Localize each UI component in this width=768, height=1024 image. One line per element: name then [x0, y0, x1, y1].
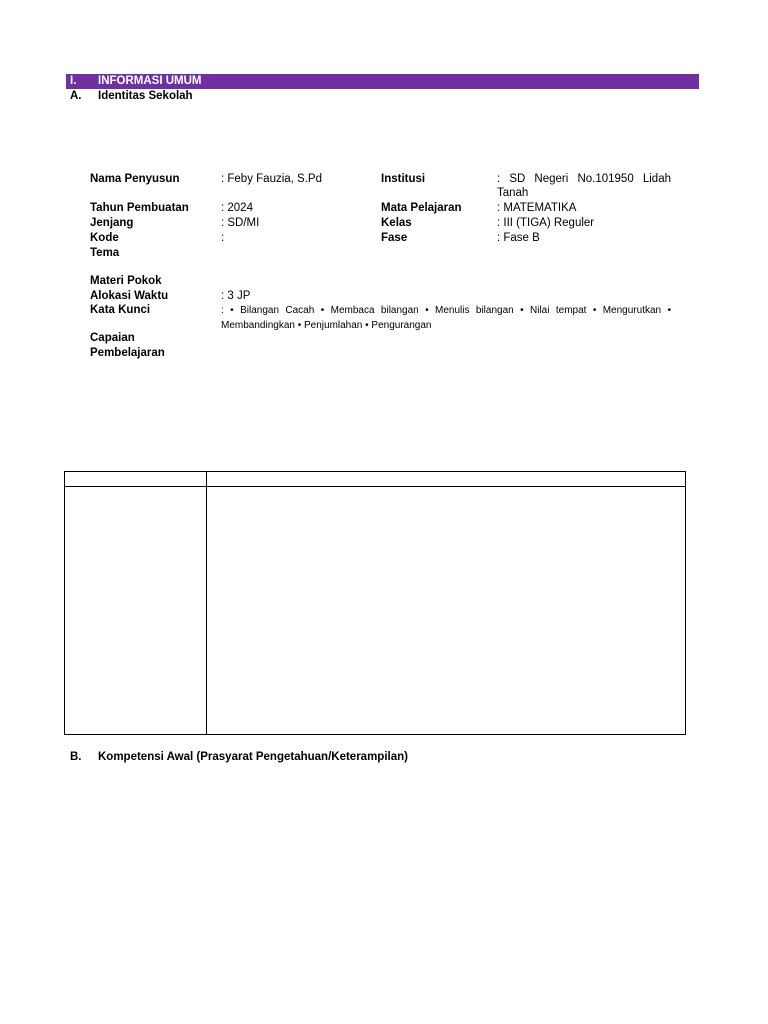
section-number: I.: [70, 75, 77, 87]
value-nama-penyusun: : Feby Fauzia, S.Pd: [221, 173, 322, 185]
label-institusi: Institusi: [381, 173, 426, 185]
subsection-b-title: Kompetensi Awal (Prasyarat Pengetahuan/Keterampilan): [98, 751, 408, 763]
label-pembelajaran: Pembelajaran: [90, 347, 165, 359]
section-title: INFORMASI UMUM: [98, 75, 202, 87]
empty-table: [64, 471, 686, 735]
label-jenjang: Jenjang: [90, 217, 134, 229]
subsection-a-letter: A.: [70, 90, 82, 102]
value-mata-pelajaran: : MATEMATIKA: [497, 202, 577, 214]
subsection-a-title: Identitas Sekolah: [98, 90, 193, 102]
value-kata-kunci: : • Bilangan Cacah • Membaca bilangan • Menulis bilangan • Nilai tempat • Mengurutkan • Membandingkan • Penjumlahan • Pengurangan: [221, 305, 671, 331]
label-mata-pelajaran: Mata Pelajaran: [381, 202, 462, 214]
label-kelas: Kelas: [381, 217, 412, 229]
value-kelas: : III (TIGA) Reguler: [497, 217, 595, 229]
label-nama-penyusun: Nama Penyusun: [90, 173, 180, 185]
subsection-b-letter: B.: [70, 751, 82, 763]
label-fase: Fase: [381, 232, 408, 244]
table-header-divider: [65, 486, 685, 487]
label-materi-pokok: Materi Pokok: [90, 275, 162, 287]
value-kode: :: [221, 232, 225, 244]
label-kata-kunci: Kata Kunci: [90, 304, 151, 316]
label-alokasi-waktu: Alokasi Waktu: [90, 290, 169, 302]
label-kode: Kode: [90, 232, 119, 244]
value-alokasi-waktu: : 3 JP: [221, 290, 251, 302]
value-tahun-pembuatan: : 2024: [221, 202, 253, 214]
label-tema: Tema: [90, 247, 120, 259]
value-fase: : Fase B: [497, 232, 540, 244]
label-capaian: Capaian: [90, 332, 135, 344]
label-tahun-pembuatan: Tahun Pembuatan: [90, 202, 189, 214]
value-jenjang: : SD/MI: [221, 217, 260, 229]
table-column-divider: [206, 472, 207, 734]
value-institusi: : SD Negeri No.101950 Lidah Tanah: [497, 173, 671, 199]
